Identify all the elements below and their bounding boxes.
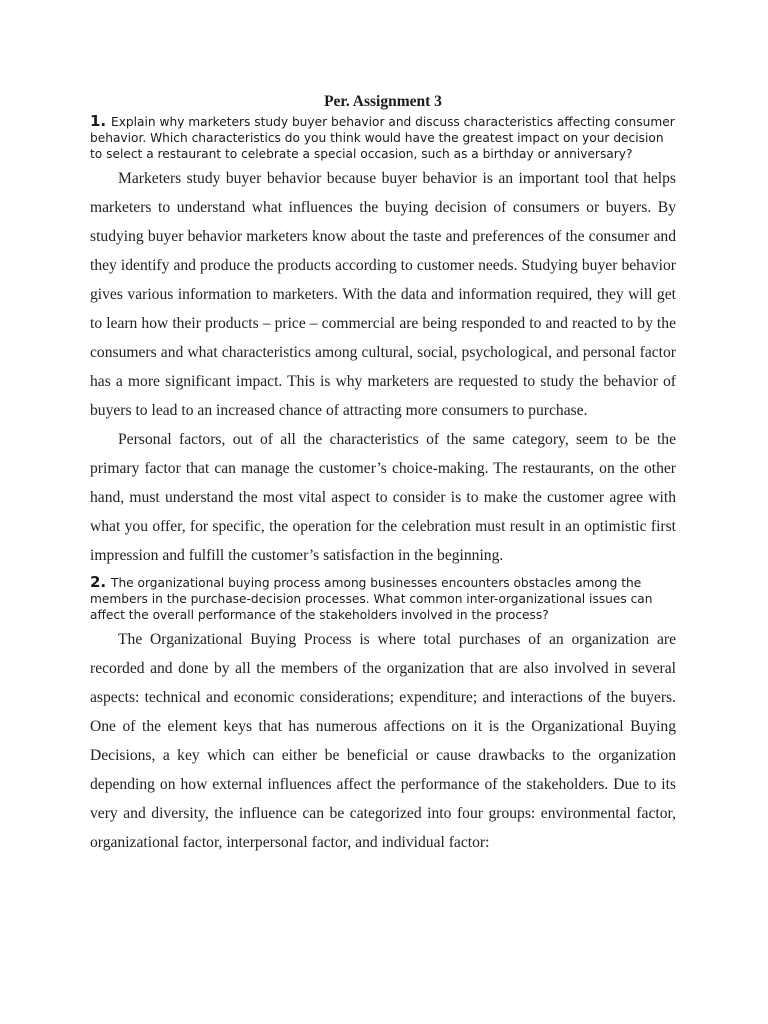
question-1 — [90, 113, 676, 162]
page-title: Per. Assignment 3 — [324, 93, 442, 110]
document-page — [90, 92, 676, 857]
question-1-text: Explain why marketers study buyer behavior and discuss characteristics affecting consumer behavior. Which characteristics do you think would have the greatest impact on your decision to select a restaurant to celebrate a special occasion, such as a birthday or anniversary? — [90, 115, 675, 161]
question-2 — [90, 574, 676, 623]
answer-1-paragraph-1: Marketers study buyer behavior because buyer behavior is an important tool that helps marketers to understand what influences the buying decision of consumers or buyers. By studying buyer behavior marketers know about the taste and preferences of the consumer and they identify and produce the products according to customer needs. Studying buyer behavior gives various information to marketers. With the data and information required, they will get to learn how their products – price – commercial are being responded to and reacted to by the consumers and what characteristics among cultural, social, psychological, and personal factor has a more significant impact. This is why marketers are requested to study the behavior of buyers to lead to an increased chance of attracting more consumers to purchase. — [90, 170, 676, 419]
answer-2-paragraph-1: The Organizational Buying Process is where total purchases of an organization are recorded and done by all the members of the organization that are also involved in several aspects: technical and economic considerations; expenditure; and interactions of the buyers. One of the element keys that has numerous affections on it is the Organizational Buying Decisions, a key which can either be beneficial or cause drawbacks to the organization depending on how external influences affect the performance of the stakeholders. Due to its very and diversity, the influence can be categorized into four groups: environmental factor, organizational factor, interpersonal factor, and individual factor: — [90, 631, 676, 851]
question-2-number: 2. — [90, 573, 107, 591]
question-2-text: The organizational buying process among businesses encounters obstacles among the members in the purchase-decision processes. What common inter-organizational issues can affect the overall performance of the stakeholders involved in the process? — [90, 576, 653, 622]
question-1-number: 1. — [90, 112, 107, 130]
answer-1-paragraph-2: Personal factors, out of all the characteristics of the same category, seem to be the primary factor that can manage the customer’s choice-making. The restaurants, on the other hand, must understand the most vital aspect to consider is to make the customer agree with what you offer, for specific, the operation for the celebration must result in an optimistic first impression and fulfill the customer’s satisfaction in the beginning. — [90, 431, 676, 564]
